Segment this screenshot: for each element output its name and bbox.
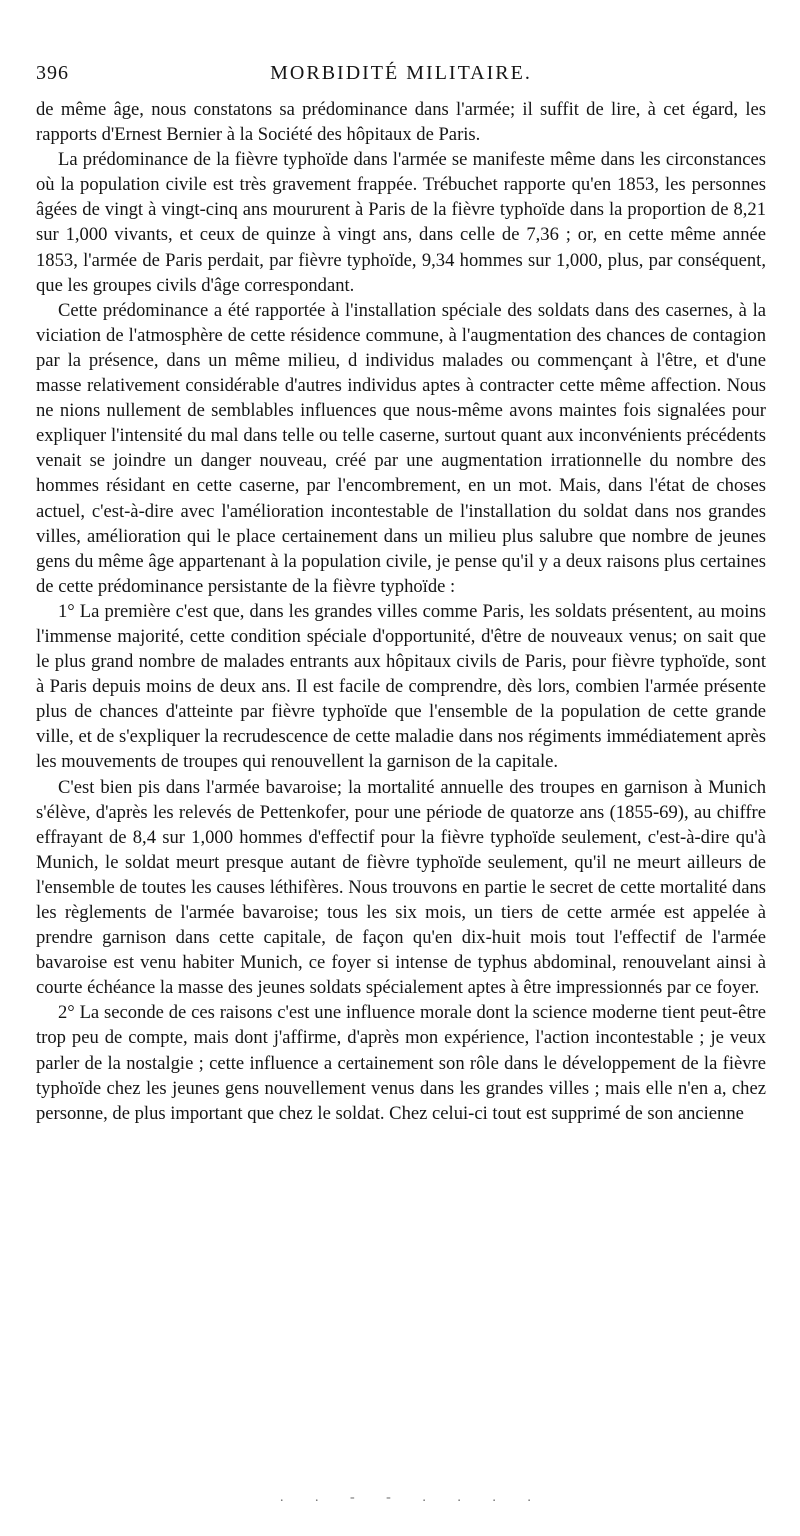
document-page xyxy=(36,58,766,1126)
paragraph-second-reason: 2° La seconde de ces raisons c'est une influence morale dont la science moderne tient peut-être trop peu de compte, mais dont j'affirme, d'après mon expérience, l'action incontestable ; je veux parler de la nostalgie ; cette influence a certainement son rôle dans le développement de la fièvre typhoïde chez les jeunes gens nouvellement venus dans les grandes villes ; mais elle n'en a, chez personne, de plus important que chez le soldat. Chez celui-ci tout est supprimé de son ancienne xyxy=(36,1002,766,1124)
paragraph-casernes: Cette prédominance a été rapportée à l'installation spéciale des soldats dans des casernes, à la viciation de l'atmosphère de cette résidence commune, à l'augmentation des chances de contagion par la présence, dans un même milieu, d individus malades ou commençant à l'être, et d'une masse relativement considérable d'autres individus aptes à contracter cette même affection. Nous ne nions nullement de semblables influences que nous-même avons maintes fois signalées pour expliquer l'intensité du mal dans telle ou telle caserne, surtout quant aux inconvénients précédents venait se joindre un danger nouveau, créé par une augmentation irrationnelle du nombre des hommes résidant en cette caserne, par l'encombrement, en un mot. Mais, dans l'état de choses actuel, c'est-à-dire avec l'amélioration incontestable de l'installation du soldat dans nos grandes villes, amélioration qui le place certainement dans un milieu plus salubre que nombre de jeunes gens du même âge appartenant à la population civile, je pense qu'il y a deux raisons plus certaines de cette prédominance persistante de la fièvre typhoïde : xyxy=(36,299,766,597)
paragraph-predominance: La prédominance de la fièvre typhoïde dans l'armée se manifeste même dans les circonstances où la population civile est très gravement frappée. Trébuchet rapporte qu'en 1853, les personnes âgées de vingt à vingt-cinq ans moururent à Paris de la fièvre typhoïde dans la proportion de 8,21 sur 1,000 vivants, et ceux de quinze à vingt ans, dans celle de 7,36 ; or, en cette même année 1853, l'armée de Paris perdait, par fièvre typhoïde, 9,34 hommes sur 1,000, plus, par conséquent, que les groupes civils d'âge correspondant. xyxy=(36,149,766,296)
paragraph-first-reason: 1° La première c'est que, dans les grandes villes comme Paris, les soldats présentent, au moins l'immense majorité, cette condition spéciale d'opportunité, d'être de nouveaux venus; on sait que le plus grand nombre de malades entrants aux hôpitaux civils de Paris, pour fièvre typhoïde, sont à Paris depuis moins de deux ans. Il est facile de comprendre, dès lors, combien l'armée présente plus de chances d'atteinte par fièvre typhoïde que l'ensemble de la population de cette grande ville, et de s'expliquer la recrudescence de cette maladie dans nos régiments immédiatement après les mouvements de troupes qui renouvellent la garnison de la capitale. xyxy=(36,600,766,773)
running-head xyxy=(36,58,766,88)
paragraph-bavarian-army: C'est bien pis dans l'armée bavaroise; la mortalité annuelle des troupes en garnison à Munich s'élève, d'après les relevés de Pettenkofer, pour une période de quatorze ans (1855-69), au chiffre effrayant de 8,4 sur 1,000 hommes d'effectif pour la fièvre typhoïde seulement, c'est-à-dire qu'à Munich, le soldat meurt presque autant de fièvre typhoïde seulement, qu'il ne meurt ailleurs de l'ensemble de toutes les causes léthifères. Nous trouvons en partie le secret de cette mortalité dans les règlements de l'armée bavaroise; tous les six mois, un tiers de cette armée est appelée à prendre garnison dans cette capitale, de façon qu'en dix-huit mois tout l'effectif de l'armée bavaroise est venu habiter Munich, ce foyer si intense de typhus abdominal, renouvelant ainsi à courte échéance la masse des jeunes soldats spécialement aptes à être impressionnés par ce foyer. xyxy=(36,776,766,999)
body-text xyxy=(36,97,766,1126)
running-title: MORBIDITÉ MILITAIRE. xyxy=(270,62,532,84)
page-number: 396 xyxy=(36,62,69,84)
paragraph-continuation: de même âge, nous constatons sa prédominance dans l'armée; il suffit de lire, à cet égard, les rapports d'Ernest Bernier à la Société des hôpitaux de Paris. xyxy=(36,99,766,146)
footer-marks: . . - - . . . . xyxy=(280,1490,545,1505)
